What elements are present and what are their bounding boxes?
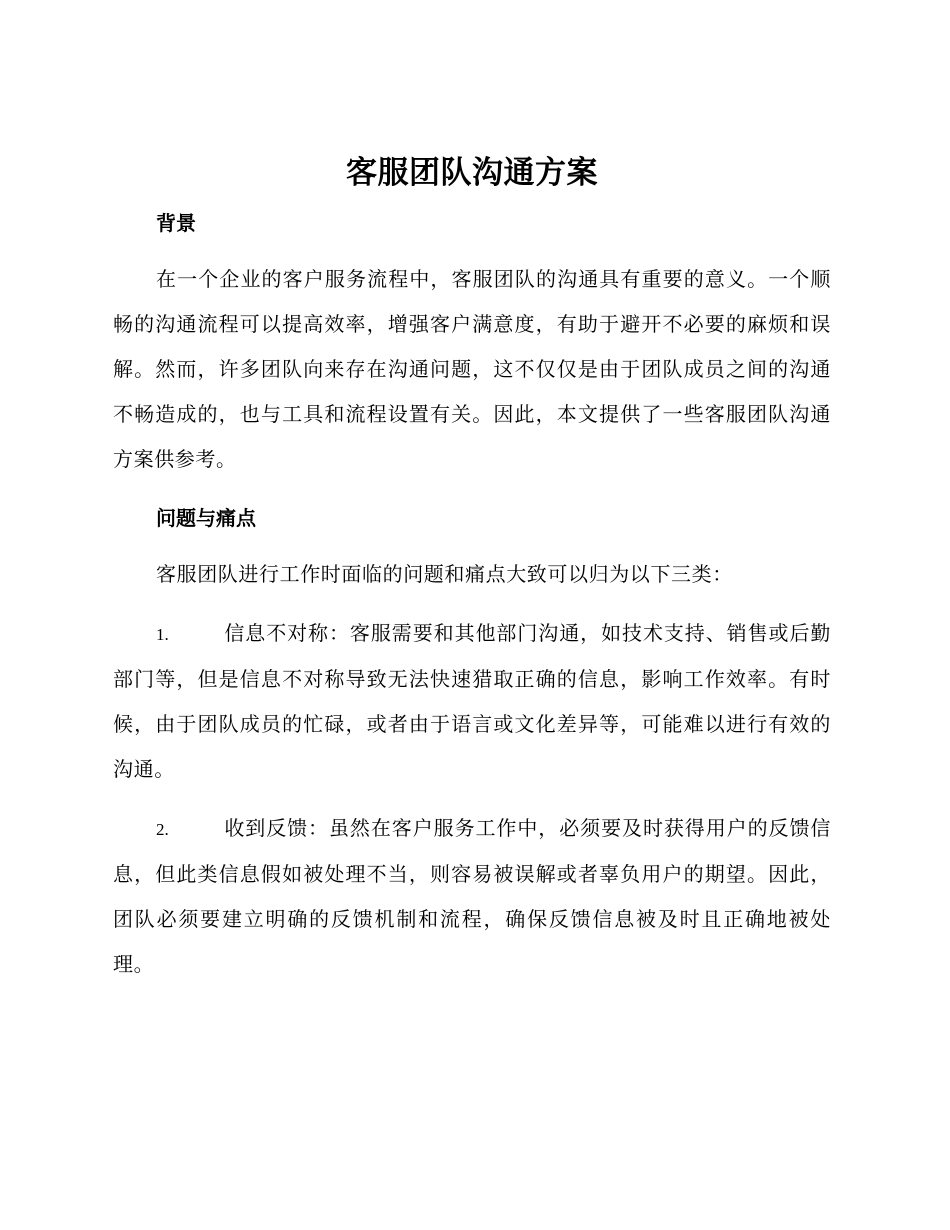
spacer: [113, 792, 831, 806]
background-paragraph: 在一个企业的客户服务流程中，客服团队的沟通具有重要的意义。一个顺畅的沟通流程可以提高效率，增强客户满意度，有助于避开不必要的麻烦和误解。然而，许多团队向来存在沟通问题，这不仅仅是由于团队成员之间的沟通不畅造成的，也与工具和流程设置有关。因此，本文提供了一些客服团队沟通方案供参考。: [113, 267, 831, 471]
spacer: [113, 245, 831, 257]
document-title: 客服团队沟通方案: [346, 155, 598, 191]
list-item-number: 1.: [156, 625, 169, 644]
spacer: [113, 597, 831, 611]
list-item: [113, 611, 831, 792]
spacer: [113, 540, 831, 552]
list-item-text: 信息不对称：客服需要和其他部门沟通，如技术支持、销售或后勤部门等，但是信息不对称导致无法快速猎取正确的信息，影响工作效率。有时候，由于团队成员的忙碌，或者由于语言或文化差异等，可能难以进行有效的沟通。: [113, 621, 831, 781]
problems-intro-paragraph: 客服团队进行工作时面临的问题和痛点大致可以归为以下三类：: [156, 562, 733, 586]
section-heading-problems: 问题与痛点: [156, 506, 256, 530]
list-item: [113, 806, 831, 987]
list-item-number: 2.: [156, 820, 169, 839]
spacer: [113, 482, 831, 496]
list-item-text: 收到反馈：虽然在客户服务工作中，必须要及时获得用户的反馈信息，但此类信息假如被处理不当，则容易被误解或者辜负用户的期望。因此，团队必须要建立明确的反馈机制和流程，确保反馈信息被及时且正确地被处理。: [113, 816, 831, 976]
document-body: [113, 145, 831, 987]
section-heading-background: 背景: [156, 211, 196, 235]
